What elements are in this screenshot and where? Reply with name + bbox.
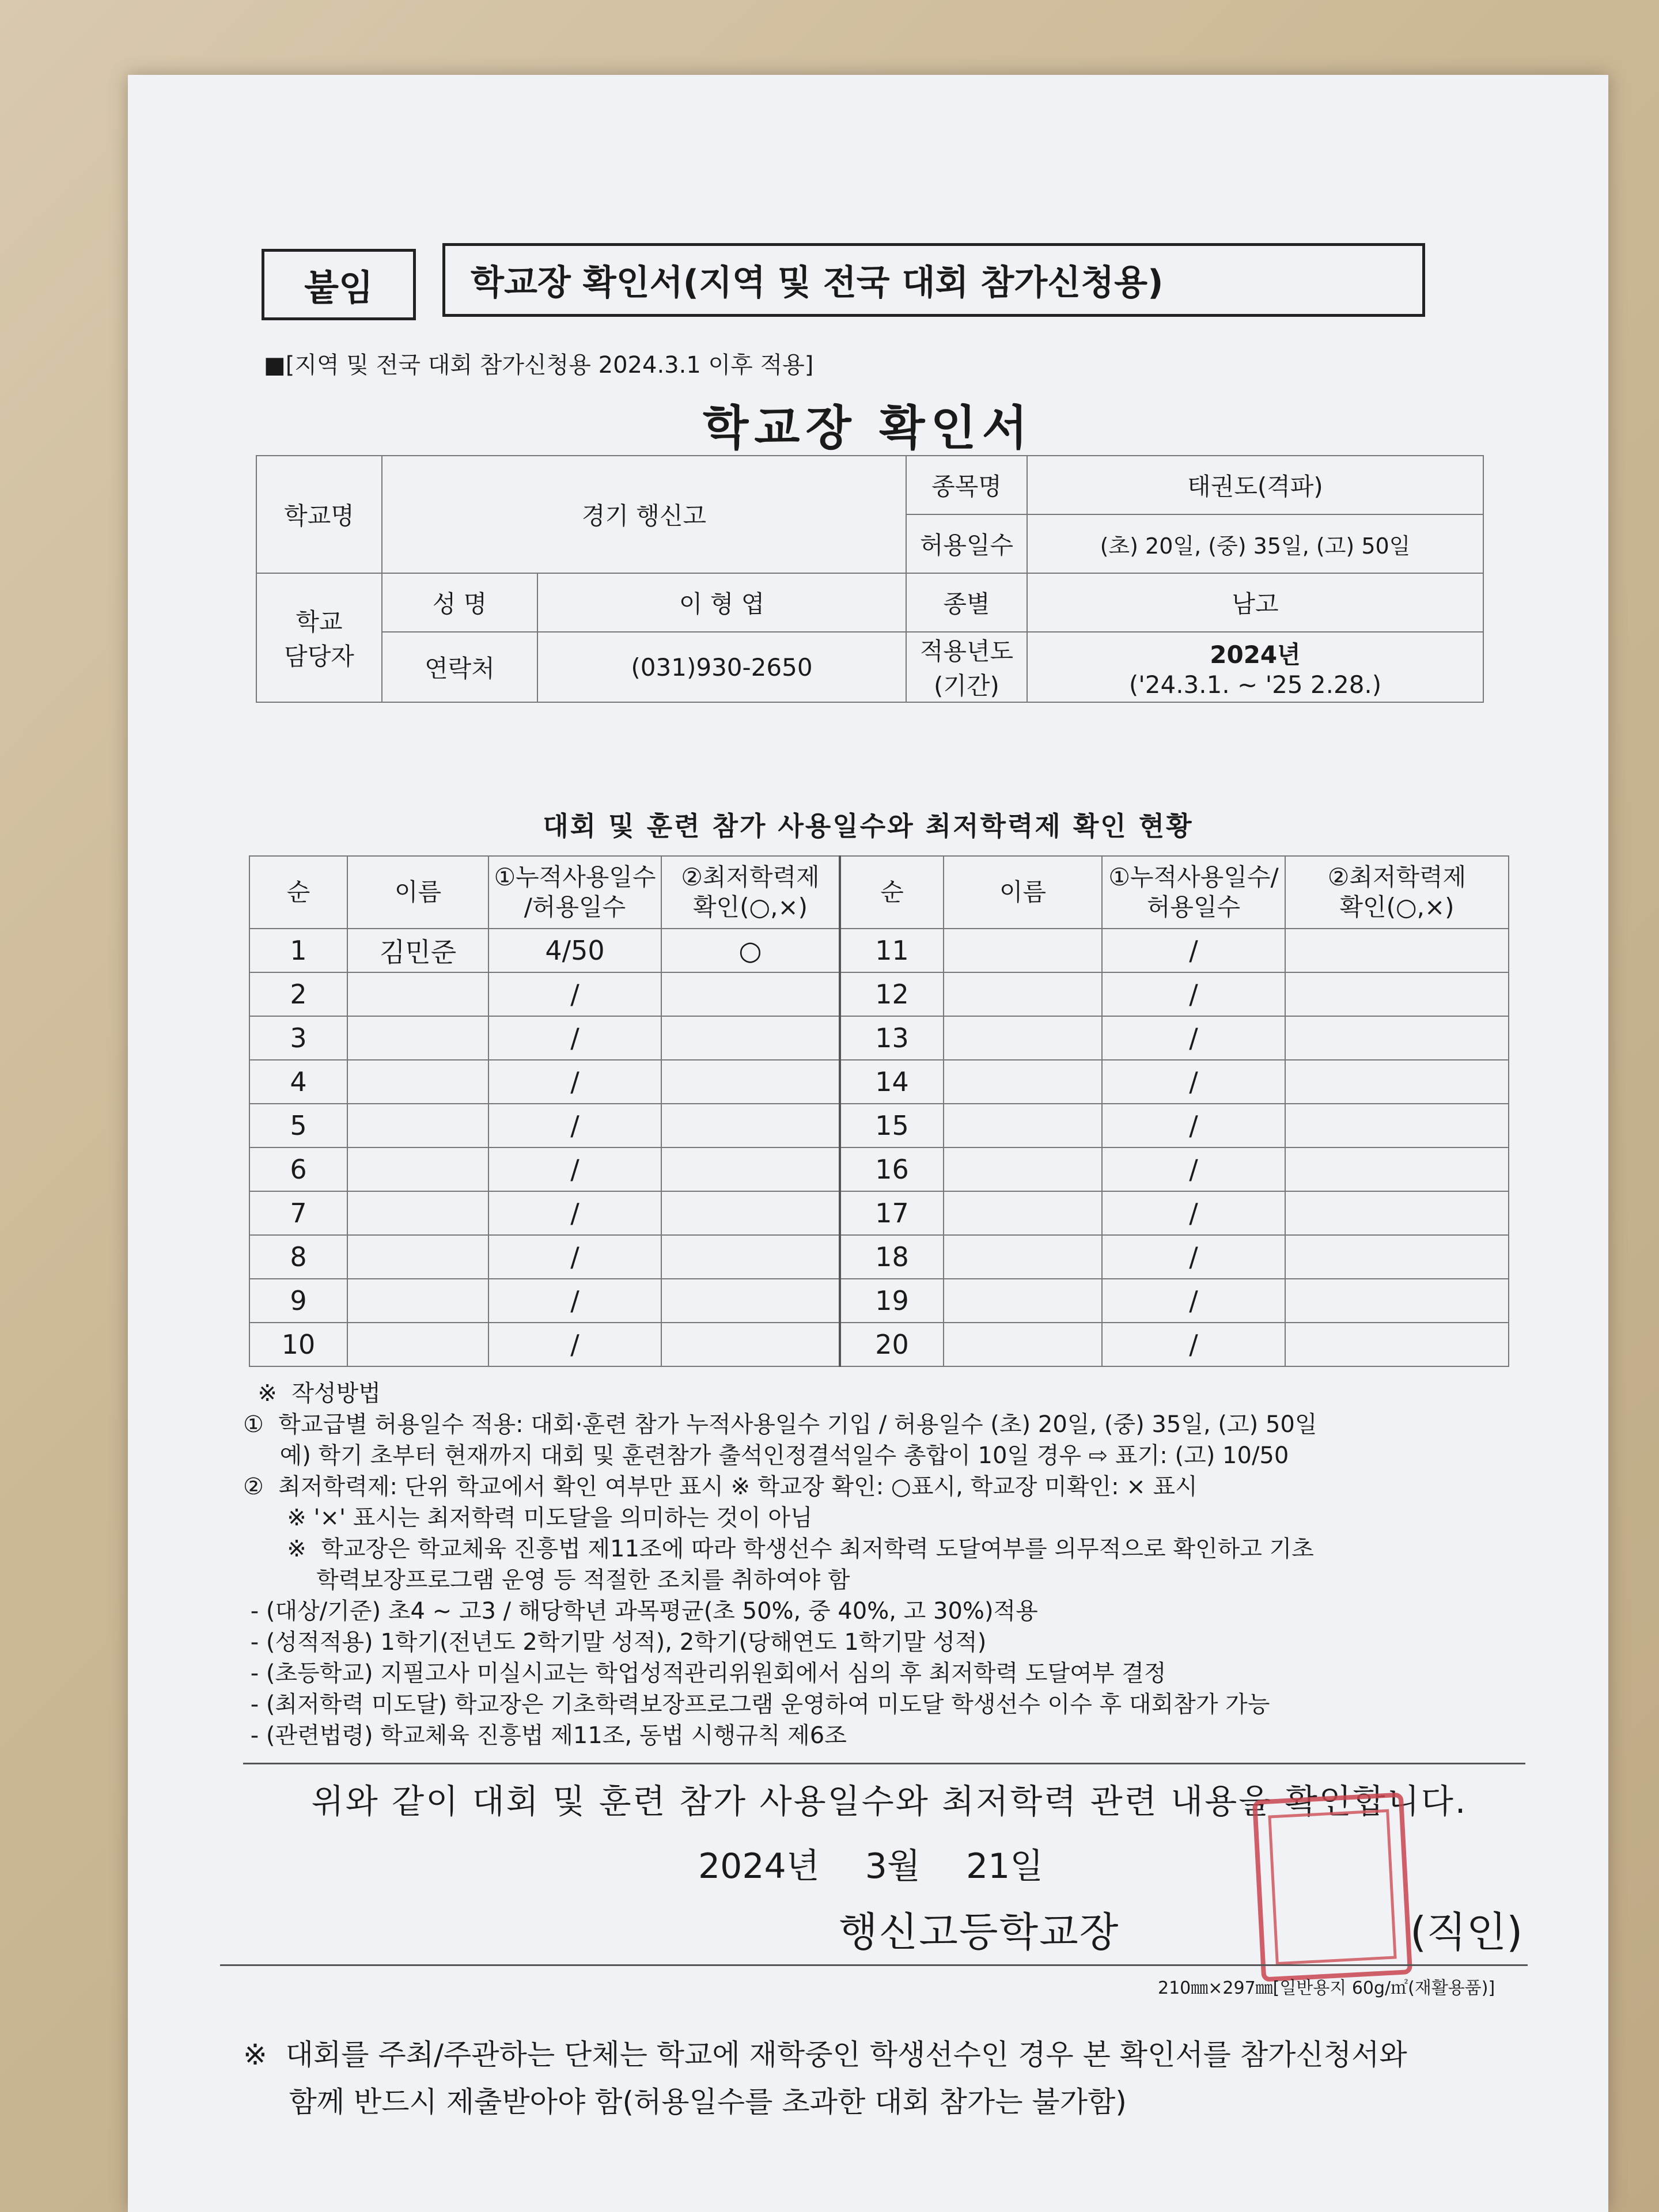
athlete-name [944,972,1102,1016]
used-days: / [488,1323,661,1366]
used-days: / [1102,972,1285,1016]
paper-spec: 210㎜×297㎜[일반용지 60g/㎡(재활용품)] [1158,1978,1495,1998]
min-academic-check [661,1060,840,1104]
used-days: / [1102,1147,1285,1191]
instruction-line: ※ 작성방법 [243,1380,381,1407]
period-value: ('24.3.1. ~ '25 2.28.) [1128,670,1382,699]
table-row [249,1235,1509,1279]
instruction-line: - (초등학교) 지필고사 미실시교는 학업성적관리위원회에서 심의 후 최저학력 도달여부 결정 [243,1660,1166,1687]
min-academic-check [661,1147,840,1191]
row-number: 12 [840,972,944,1016]
attachment-label: 붙임 [262,249,416,320]
row-number: 6 [249,1147,347,1191]
athlete-name [347,1191,488,1235]
row-number: 19 [840,1279,944,1323]
row-number: 3 [249,1016,347,1060]
used-days: / [488,1016,661,1060]
row-number: 13 [840,1016,944,1060]
writing-instructions [243,1378,1510,1751]
row-number: 7 [249,1191,347,1235]
document-title: 학교장 확인서(지역 및 전국 대회 참가신청용) [442,243,1425,317]
applicability-note: ■[지역 및 전국 대회 참가신청용 2024.3.1 이후 적용] [264,352,814,378]
used-days: 4/50 [488,929,661,972]
min-academic-check [1285,1060,1509,1104]
used-days: / [488,1191,661,1235]
footnote-line1: ※ 대회를 주최/주관하는 단체는 학교에 재학중인 학생선수인 경우 본 확인서를 참가신청서와 [243,2038,1407,2071]
header-no-left: 순 [249,856,347,929]
footnote-line2: 함께 반드시 제출받아야 함(허용일수를 초과한 대회 참가는 불가함) [243,2085,1127,2119]
year-value: 2024년 [1210,640,1301,669]
seal-inner-border [1268,1809,1396,1965]
used-days: / [488,1060,661,1104]
used-days: / [1102,929,1285,972]
min-academic-check [1285,1104,1509,1147]
header-no-right: 순 [840,856,944,929]
athlete-name [944,1060,1102,1104]
roster-section-title: 대회 및 훈련 참가 사용일수와 최저학력제 확인 현황 [543,810,1194,842]
min-academic-check [661,1323,840,1366]
school-name-value: 경기 행신고 [382,456,906,573]
table-row [249,1016,1509,1060]
athlete-name [347,1104,488,1147]
instruction-line: ※ 학교장은 학교체육 진흥법 제11조에 따라 학생선수 최저학력 도달여부를 의무적으로 확인하고 기초 [243,1536,1314,1562]
issue-day: 21일 [965,1846,1044,1887]
year-label [906,632,1027,702]
issue-year: 2024년 [698,1846,820,1887]
name-label: 성 명 [382,573,537,632]
athlete-roster-table [249,855,1509,1367]
row-number: 15 [840,1104,944,1147]
year-label-line1: 적용년도 [919,637,1014,665]
name-value: 이 형 엽 [537,573,906,632]
instruction-line: 예) 학기 초부터 현재까지 대회 및 훈련참가 출석인정결석일수 총합이 10일 경우 ⇨ 표기: (고) 10/50 [243,1442,1289,1469]
table-row [249,1147,1509,1191]
divider-line [243,1763,1525,1764]
row-number: 11 [840,929,944,972]
row-number: 9 [249,1279,347,1323]
used-days: / [1102,1104,1285,1147]
used-days: / [1102,1279,1285,1323]
table-row [249,1323,1509,1366]
athlete-name [347,1235,488,1279]
min-academic-check [661,1104,840,1147]
used-days: / [1102,1191,1285,1235]
header-days-right [1102,856,1285,929]
main-title: 학교장 확인서 [703,401,1033,456]
header-days-line2: 허용일수 [1146,893,1241,921]
min-academic-check [1285,1279,1509,1323]
athlete-name [347,972,488,1016]
athlete-name [347,1060,488,1104]
header-check-line1: ②최저학력제 [1327,862,1467,891]
used-days: / [1102,1235,1285,1279]
header-days-line1: ①누적사용일수/ [1108,862,1279,891]
min-academic-check [1285,1147,1509,1191]
issue-month: 3월 [865,1846,921,1887]
manager-label-line2: 담당자 [284,642,354,671]
document-sheet [128,75,1608,2212]
header-check-left [661,856,840,929]
min-academic-check [1285,929,1509,972]
instruction-line: - (관련법령) 학교체육 진흥법 제11조, 동법 시행규칙 제6조 [243,1722,847,1749]
event-value: 태권도(격파) [1027,456,1483,514]
min-academic-check: ○ [661,929,840,972]
row-number: 17 [840,1191,944,1235]
used-days: / [488,1147,661,1191]
contact-label: 연락처 [382,632,537,702]
header-check-line2: 확인(○,×) [1339,893,1455,921]
min-academic-check [661,1279,840,1323]
school-info-table [256,455,1484,703]
instruction-line: ① 학교급별 허용일수 적용: 대회·훈련 참가 누적사용일수 기입 / 허용일수 (초) 20일, (중) 35일, (고) 50일 [243,1411,1317,1438]
year-label-line2: (기간) [934,672,999,700]
instruction-line: - (대상/기준) 초4 ~ 고3 / 해당학년 과목평균(초 50%, 중 40%, 고 30%)적용 [243,1598,1038,1624]
row-number: 14 [840,1060,944,1104]
instruction-line: 학력보장프로그램 운영 등 적절한 조치를 취하여야 함 [243,1567,850,1593]
header-days-left [488,856,661,929]
used-days: / [1102,1016,1285,1060]
principal-title: 행신고등학교장 [839,1908,1120,1956]
row-number: 18 [840,1235,944,1279]
instruction-line: - (최저학력 미도달) 학교장은 기초학력보장프로그램 운영하여 미도달 학생선수 이수 후 대회참가 가능 [243,1691,1270,1718]
submission-footnote [243,2031,1568,2126]
row-number: 1 [249,929,347,972]
used-days: / [488,972,661,1016]
manager-label [256,573,382,702]
athlete-name [944,1147,1102,1191]
footer-divider [220,1964,1528,1966]
event-label: 종목명 [906,456,1027,514]
min-academic-check [661,972,840,1016]
issue-date [698,1839,1078,1888]
athlete-name [944,1191,1102,1235]
min-academic-check [1285,972,1509,1016]
table-row [249,1279,1509,1323]
allowed-days-value: (초) 20일, (중) 35일, (고) 50일 [1027,514,1483,573]
min-academic-check [661,1016,840,1060]
row-number: 8 [249,1235,347,1279]
instruction-line: ② 최저학력제: 단위 학교에서 확인 여부만 표시 ※ 학교장 확인: ○표시, 학교장 미확인: × 표시 [243,1474,1198,1500]
header-check-line1: ②최저학력제 [681,862,820,891]
used-days: / [488,1279,661,1323]
athlete-name [944,1323,1102,1366]
school-name-label: 학교명 [256,456,382,573]
table-row [249,929,1509,972]
row-number: 2 [249,972,347,1016]
athlete-name [944,1279,1102,1323]
header-check-right [1285,856,1509,929]
used-days: / [1102,1060,1285,1104]
gender-value: 남고 [1027,573,1483,632]
allowed-days-label: 허용일수 [906,514,1027,573]
contact-value: (031)930-2650 [537,632,906,702]
used-days: / [488,1235,661,1279]
athlete-name [944,1104,1102,1147]
athlete-name: 김민준 [347,929,488,972]
header-name-left: 이름 [347,856,488,929]
instruction-line: - (성적적용) 1학기(전년도 2학기말 성적), 2학기(당해연도 1학기말 성적) [243,1629,987,1656]
gender-label: 종별 [906,573,1027,632]
athlete-name [347,1147,488,1191]
instruction-line: ※ '×' 표시는 최저학력 미도달을 의미하는 것이 아님 [243,1505,813,1531]
official-seal-stamp [1252,1792,1412,1982]
row-number: 16 [840,1147,944,1191]
min-academic-check [1285,1235,1509,1279]
row-number: 4 [249,1060,347,1104]
table-row [249,1191,1509,1235]
athlete-name [347,1016,488,1060]
table-row [249,1104,1509,1147]
year-value-cell [1027,632,1483,702]
row-number: 5 [249,1104,347,1147]
header-check-line2: 확인(○,×) [692,893,808,921]
min-academic-check [1285,1323,1509,1366]
table-row [249,972,1509,1016]
confirmation-statement: 위와 같이 대회 및 훈련 참가 사용일수와 최저학력 관련 내용을 확인합니다. [311,1782,1468,1821]
header-days-line2: /허용일수 [524,893,626,921]
athlete-name [347,1279,488,1323]
manager-label-line1: 학교 [296,608,343,636]
header-days-line1: ①누적사용일수 [494,862,656,891]
min-academic-check [661,1235,840,1279]
min-academic-check [661,1191,840,1235]
row-number: 10 [249,1323,347,1366]
seal-label: (직인) [1410,1908,1523,1956]
roster-header-row [249,856,1509,929]
row-number: 20 [840,1323,944,1366]
athlete-name [944,929,1102,972]
min-academic-check [1285,1016,1509,1060]
header-name-right: 이름 [944,856,1102,929]
used-days: / [488,1104,661,1147]
min-academic-check [1285,1191,1509,1235]
athlete-name [944,1235,1102,1279]
athlete-name [347,1323,488,1366]
used-days: / [1102,1323,1285,1366]
athlete-name [944,1016,1102,1060]
table-row [249,1060,1509,1104]
